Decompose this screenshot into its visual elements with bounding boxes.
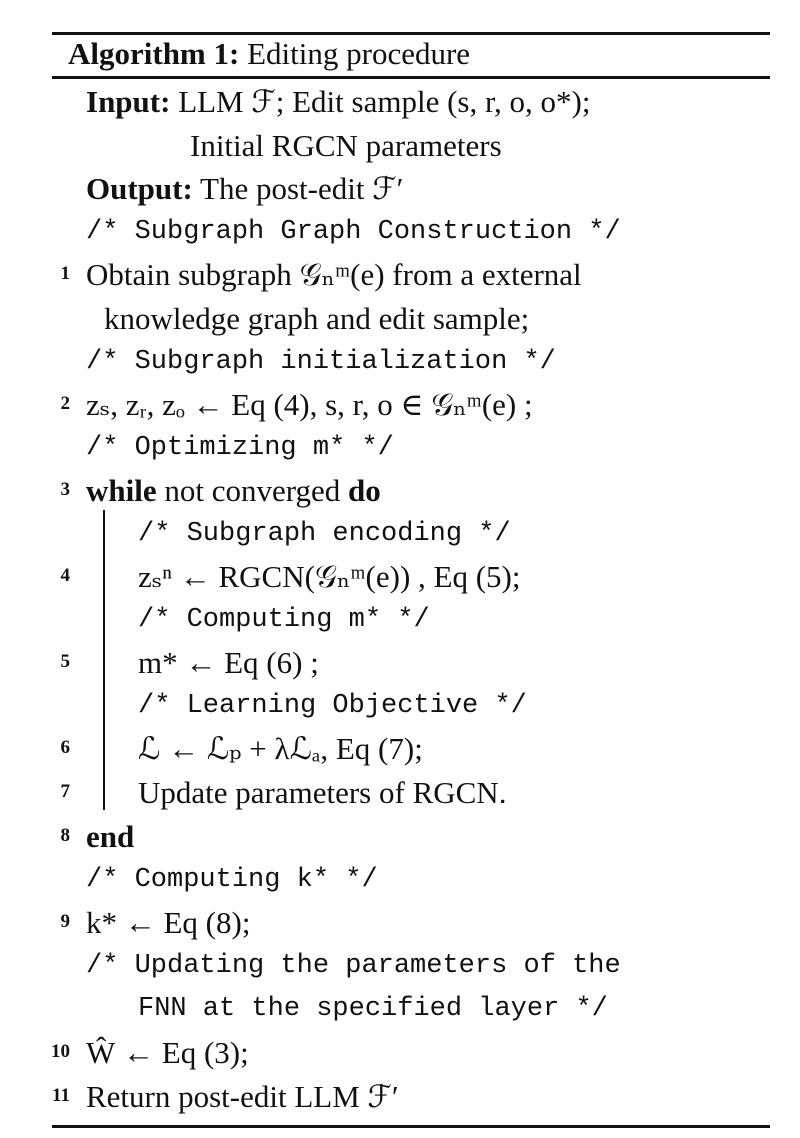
comment-computing-k: /* Computing k* */ <box>86 865 378 895</box>
step-4: zₛⁿ ← RGCN(𝒢ₙᵐ(e)) , Eq (5); <box>138 559 521 594</box>
output-text: The post-edit ℱ′ <box>200 171 404 206</box>
comment-subgraph-init: /* Subgraph initialization */ <box>86 347 556 377</box>
step-8-end: end <box>86 819 135 854</box>
input-label: Input: <box>86 84 171 119</box>
step-9: k* ← Eq (8); <box>86 905 251 940</box>
line-number-1: 1 <box>60 263 70 284</box>
comment-updating-params: /* Updating the parameters of the <box>86 951 621 981</box>
input-line-2: Initial RGCN parameters <box>190 128 502 163</box>
algorithm-label: Algorithm 1: <box>68 36 240 71</box>
line-number-11: 11 <box>52 1085 70 1106</box>
algorithm-name: Editing procedure <box>247 36 471 71</box>
comment-learning-objective: /* Learning Objective */ <box>138 691 527 721</box>
loop-bar <box>103 510 105 810</box>
while-keyword: while <box>86 473 157 508</box>
step-2: zₛ, zᵣ, zₒ ← Eq (4), s, r, o ∈ 𝒢ₙᵐ(e) ; <box>86 387 533 422</box>
line-number-9: 9 <box>60 911 70 932</box>
comment-subgraph-construction: /* Subgraph Graph Construction */ <box>86 217 621 247</box>
bottom-rule <box>52 1125 770 1128</box>
line-number-2: 2 <box>60 393 70 414</box>
line-number-3: 3 <box>60 479 70 500</box>
step-3 <box>86 469 381 513</box>
step-1-cont: knowledge graph and edit sample; <box>104 301 530 336</box>
output-label: Output: <box>86 171 193 206</box>
comment-subgraph-encoding: /* Subgraph encoding */ <box>138 519 511 549</box>
step-5: m* ← Eq (6) ; <box>138 645 319 680</box>
line-number-4: 4 <box>60 565 70 586</box>
title-rule <box>52 76 770 79</box>
step-1: Obtain subgraph 𝒢ₙᵐ(e) from a external <box>86 257 582 292</box>
while-condition: not converged <box>164 473 341 508</box>
input-line <box>86 80 590 124</box>
comment-computing-m: /* Computing m* */ <box>138 605 430 635</box>
line-number-8: 8 <box>60 825 70 846</box>
line-number-7: 7 <box>60 781 70 802</box>
step-6: ℒ ← ℒₚ + λℒₐ, Eq (7); <box>138 731 423 766</box>
comment-updating-params-cont: FNN at the specified layer */ <box>138 994 608 1024</box>
step-7: Update parameters of RGCN. <box>138 775 507 810</box>
comment-optimizing: /* Optimizing m* */ <box>86 433 394 463</box>
algorithm-title <box>68 32 470 76</box>
input-text: LLM ℱ; Edit sample (s, r, o, o*); <box>178 84 591 119</box>
line-number-6: 6 <box>60 737 70 758</box>
step-10: Ŵ ← Eq (3); <box>86 1035 249 1070</box>
line-number-10: 10 <box>51 1041 70 1062</box>
do-keyword: do <box>348 473 381 508</box>
output-line <box>86 167 403 211</box>
step-11: Return post-edit LLM ℱ′ <box>86 1079 399 1114</box>
line-number-5: 5 <box>60 651 70 672</box>
